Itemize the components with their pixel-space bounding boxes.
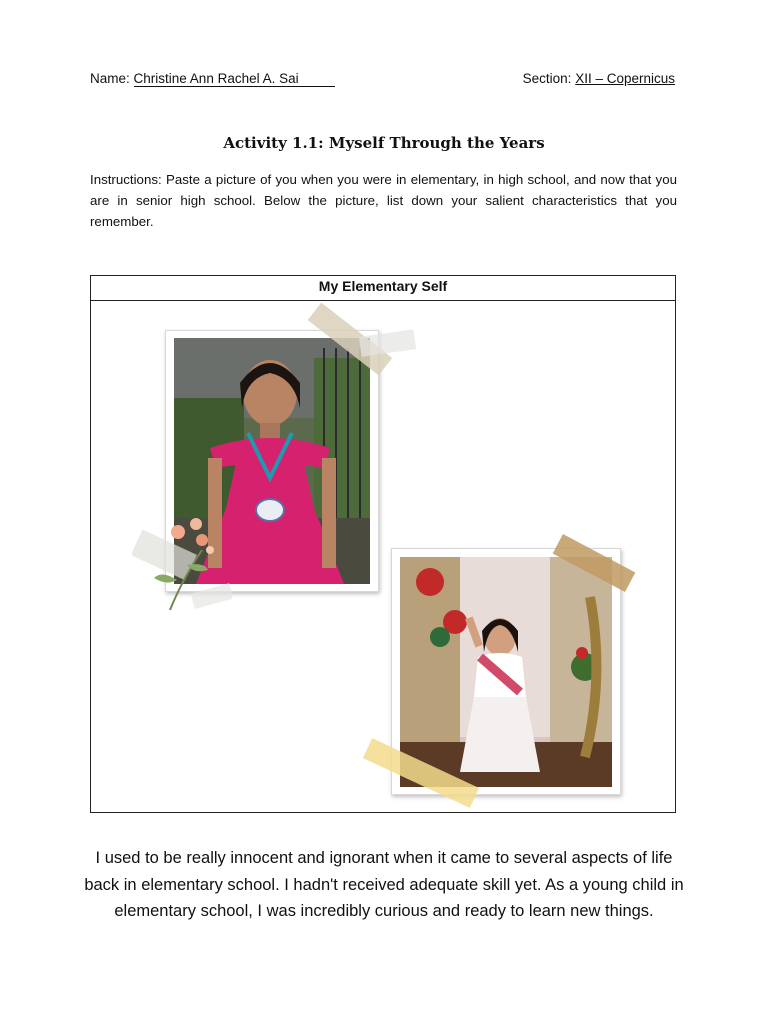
instructions-text: Instructions: Paste a picture of you when you were in elementary, in high school, and now that you are in senior high school. Below the picture, list down your salient characteristics that you remember.: [90, 172, 677, 229]
page-title: Activity 1.1: Myself Through the Years: [223, 134, 545, 152]
caption-text: I used to be really innocent and ignorant when it came to several aspects of life back in elementary school. I hadn't received adequate skill yet. As a young child in elementary school, I was incredibly curious and ready to learn new things.: [84, 849, 684, 920]
photo-elementary-2: [391, 548, 621, 795]
header-row: [90, 71, 675, 89]
name-field: [90, 71, 335, 87]
name-label: Name:: [90, 71, 130, 86]
section-label: Section:: [522, 71, 572, 86]
name-value: Christine Ann Rachel A. Sai: [134, 72, 335, 87]
table-header: My Elementary Self: [91, 276, 675, 301]
section-field: [523, 71, 675, 86]
section-value: XII – Copernicus: [575, 71, 675, 86]
photo-girl-white-dress-icon: [400, 557, 612, 787]
flower-decoration-icon: [132, 510, 232, 620]
